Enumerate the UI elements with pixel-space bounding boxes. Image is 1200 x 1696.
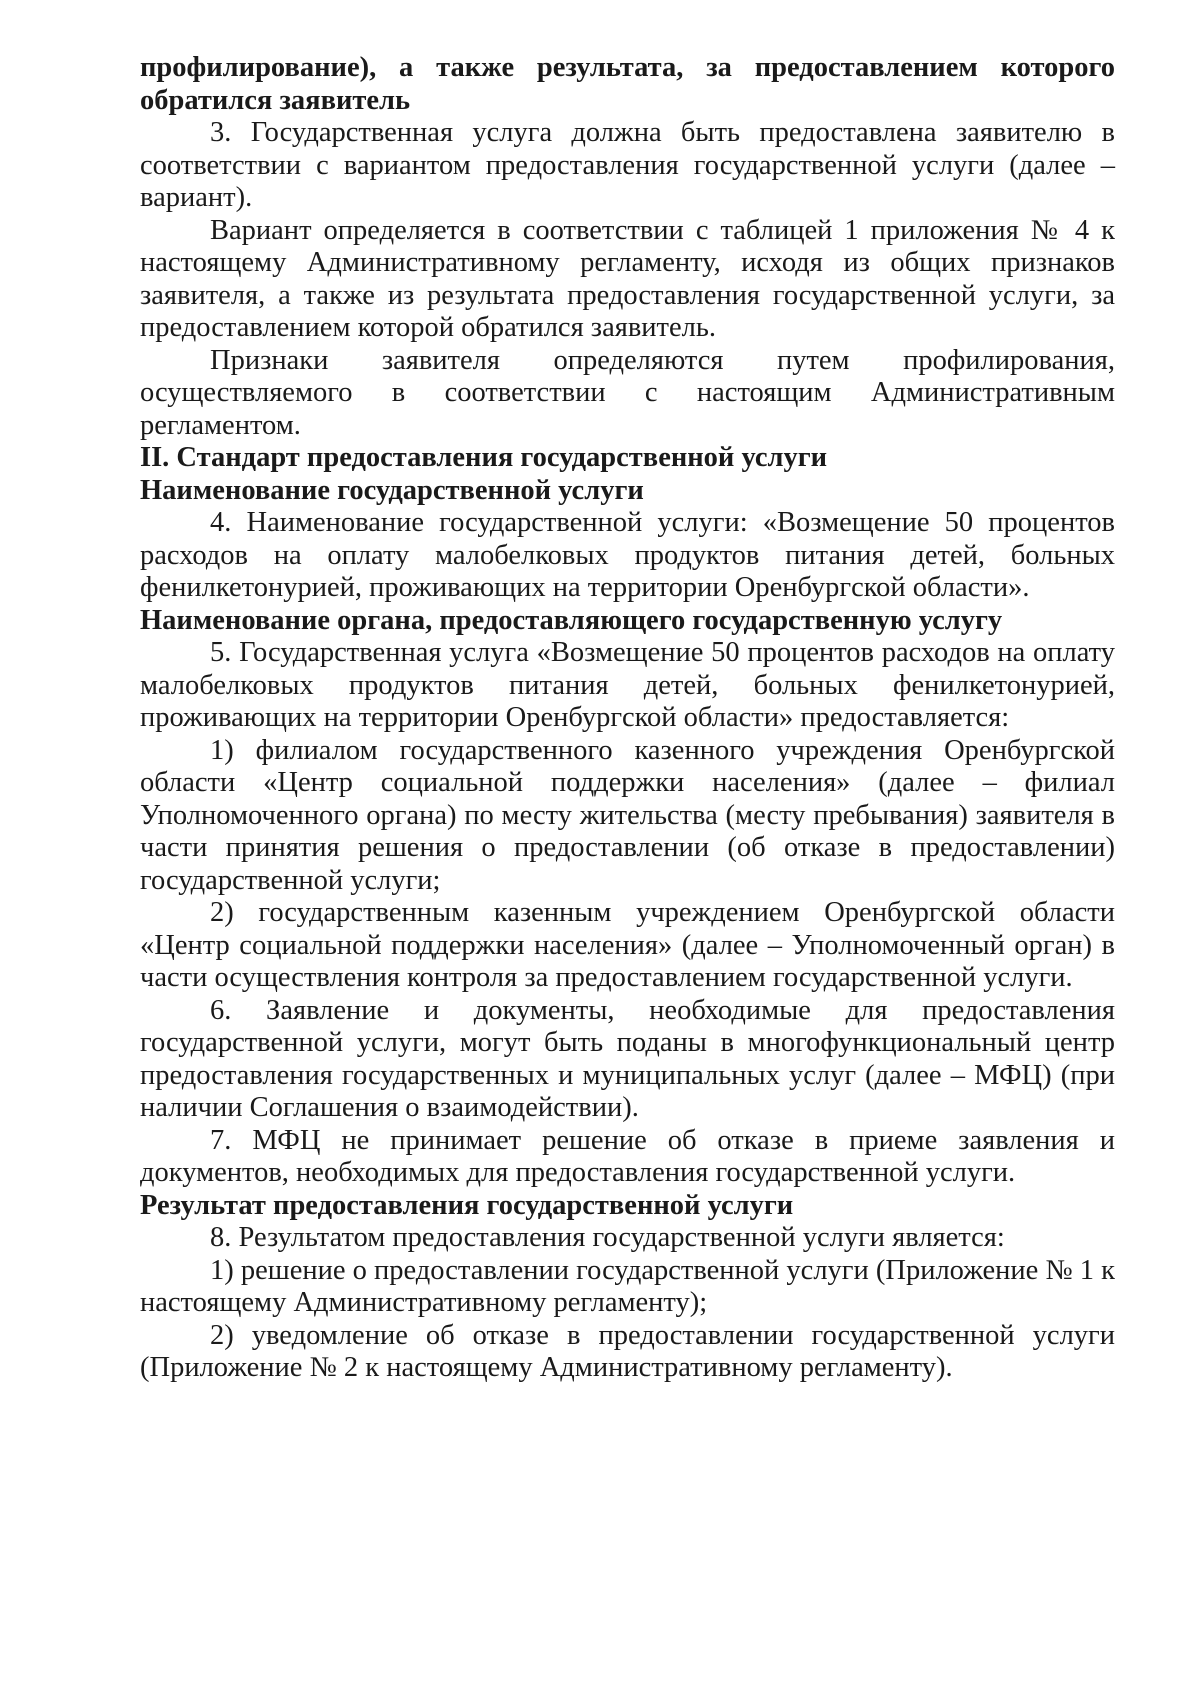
- subheading-result: Результат предоставления государственной услуги: [140, 1189, 794, 1221]
- paragraph-5-item-2: 2) государственным казенным учреждением Оренбургской области «Центр социальной поддержки населения» (далее – Уполномоченный орган) в части осуществления контроля за предоставлением государственной услуги.: [140, 897, 1115, 993]
- subheading-service-name: Наименование государственной услуги: [140, 474, 644, 506]
- paragraph-8-item-2: 2) уведомление об отказе в предоставлении государственной услуги (Приложение № 2 к настоящему Административному регламенту).: [140, 1319, 1115, 1383]
- paragraph-5-item-1: 1) филиалом государственного казенного учреждения Оренбургской области «Центр социальной поддержки населения» (далее – филиал Уполномоченного органа) по месту жительства (месту пребывания) заявителя в части принятия решения о предоставлении (об отказе в предоставлении) государственной услуги;: [140, 734, 1115, 896]
- subheading-authority: Наименование органа, предоставляющего государственную услугу: [140, 604, 1003, 636]
- paragraph-3: 3. Государственная услуга должна быть предоставлена заявителю в соответствии с вариантом предоставления государственной услуги (далее – вариант).: [140, 117, 1115, 213]
- paragraph-8-item-1: 1) решение о предоставлении государственной услуги (Приложение № 1 к настоящему Административному регламенту);: [140, 1254, 1115, 1318]
- paragraph-8: 8. Результатом предоставления государственной услуги является:: [210, 1222, 1005, 1253]
- paragraph-3-variant: Вариант определяется в соответствии с таблицей 1 приложения № 4 к настоящему Административному регламенту, исходя из общих признаков заявителя, а также из результата предоставления государственной услуги, за предоставлением которой обратился заявитель.: [140, 214, 1115, 343]
- document-page: [140, 52, 1115, 1385]
- paragraph-3-signs: Признаки заявителя определяются путем профилирования, осуществляемого в соответствии с настоящим Административным регламентом.: [140, 344, 1115, 441]
- paragraph-6: 6. Заявление и документы, необходимые для предоставления государственной услуги, могут быть поданы в многофункциональный центр предоставления государственных и муниципальных услуг (далее – МФЦ) (при наличии Соглашения о взаимодействии).: [140, 994, 1115, 1123]
- paragraph-5: 5. Государственная услуга «Возмещение 50 процентов расходов на оплату малобелковых продуктов питания детей, больных фенилкетонурией, проживающих на территории Оренбургской области» предоставляется:: [140, 637, 1115, 733]
- paragraph-7: 7. МФЦ не принимает решение об отказе в приеме заявления и документов, необходимых для предоставления государственной услуги.: [140, 1124, 1115, 1188]
- heading-profiling: профилирование), а также результата, за предоставлением которого обратился заявитель: [140, 52, 1115, 116]
- section-title: II. Стандарт предоставления государственной услуги: [140, 442, 828, 473]
- paragraph-4: 4. Наименование государственной услуги: «Возмещение 50 процентов расходов на оплату малобелковых продуктов питания детей, больных фенилкетонурией, проживающих на территории Оренбургской области».: [140, 507, 1115, 603]
